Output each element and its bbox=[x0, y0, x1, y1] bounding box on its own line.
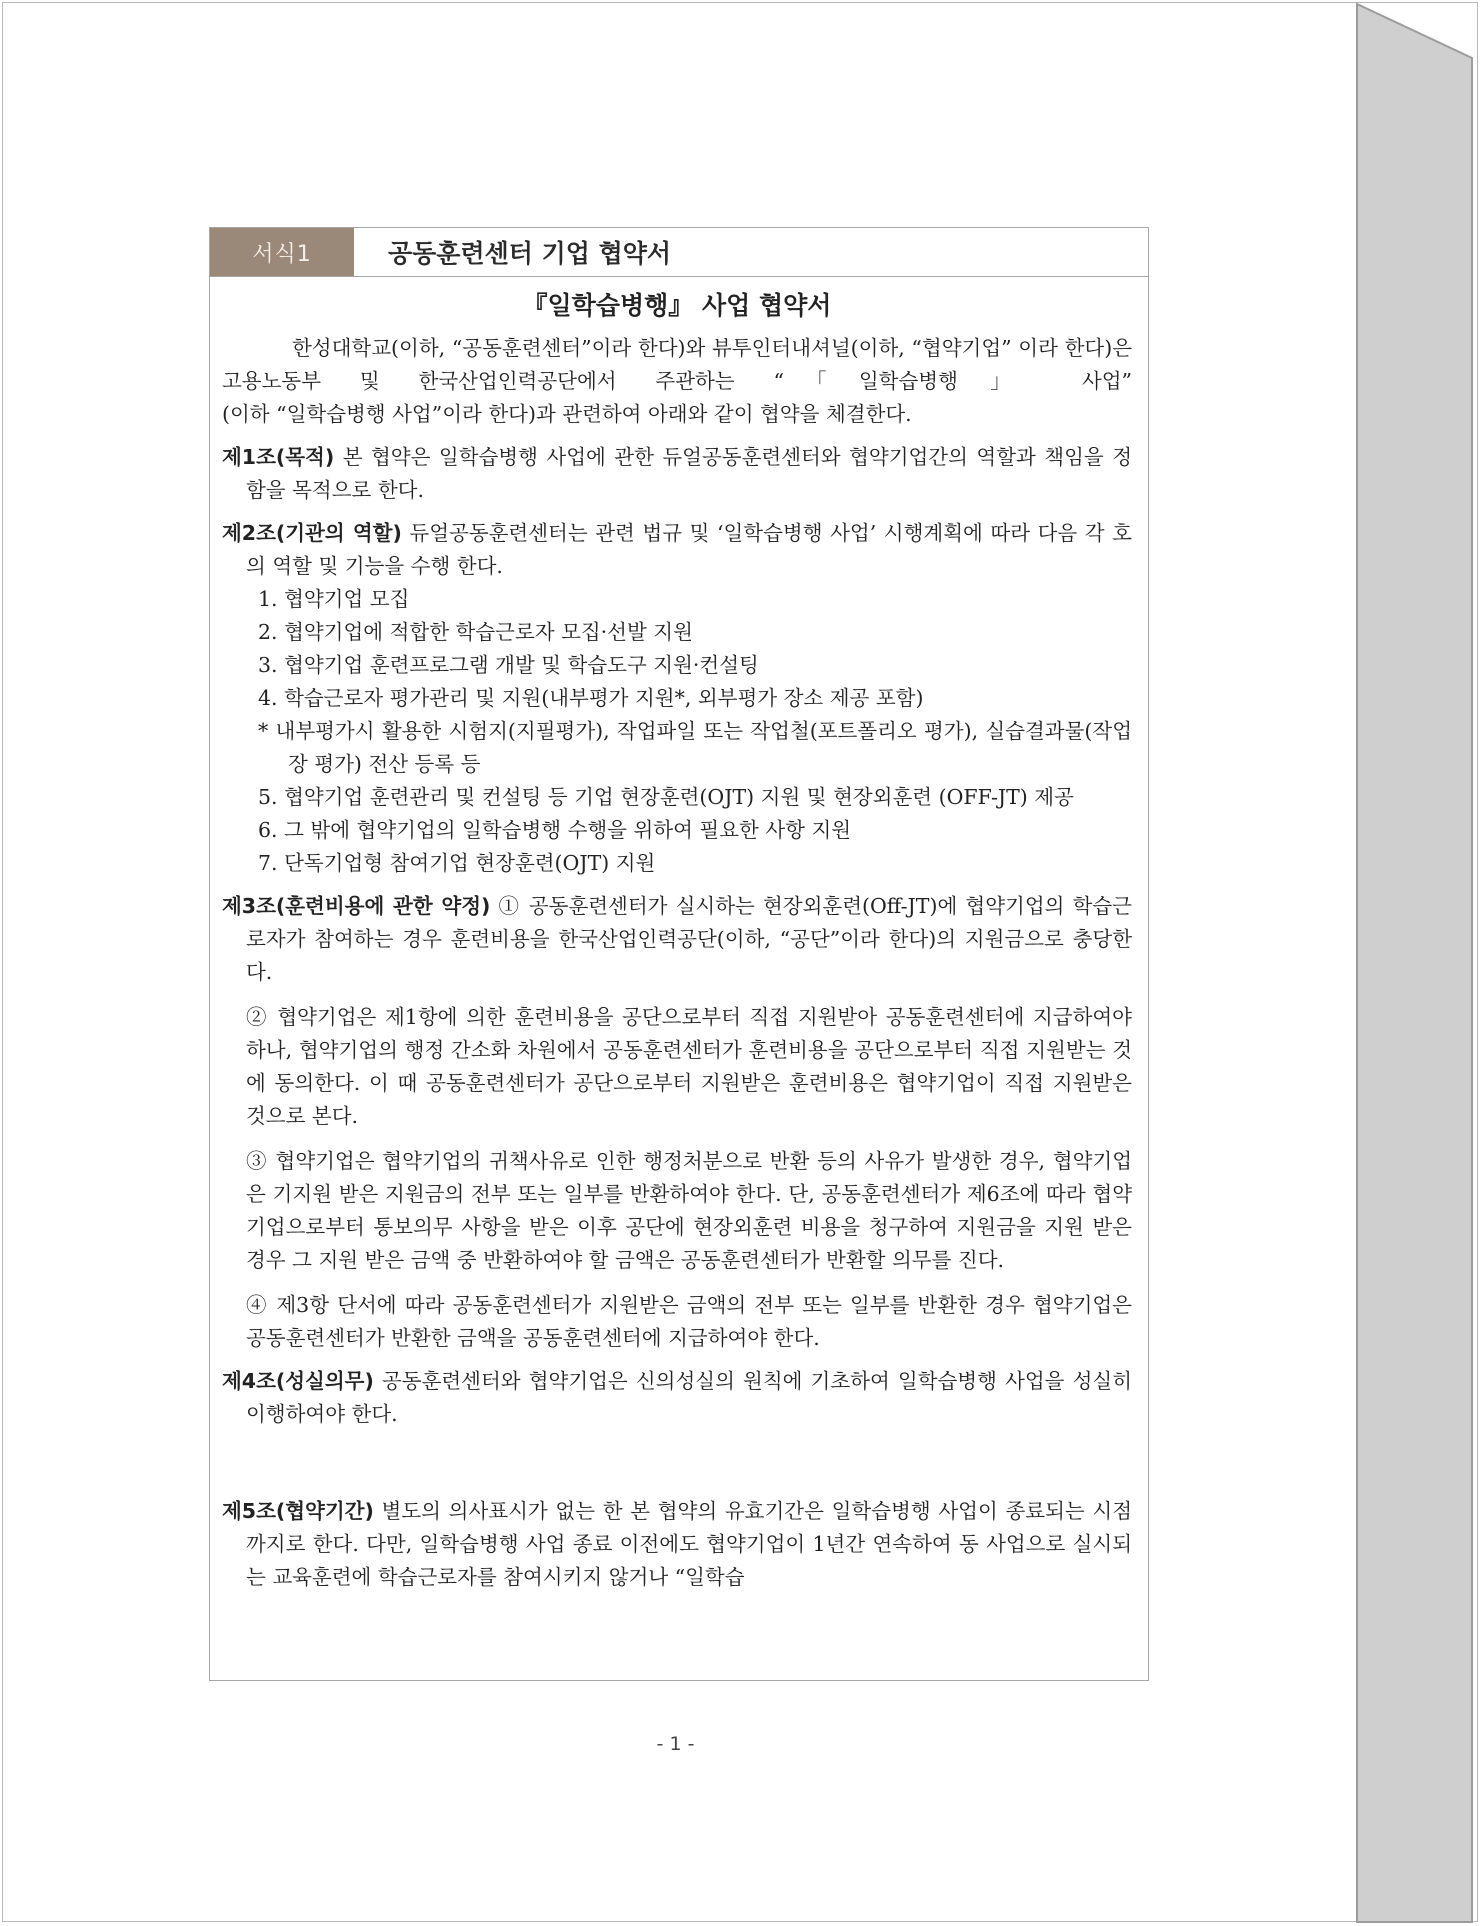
spacer bbox=[222, 1431, 1132, 1485]
article-5-text: 별도의 의사표시가 없는 한 본 협약의 유효기간은 일학습병행 사업이 종료되는 시점까지로 한다. 다만, 일학습병행 사업 종료 이전에도 협약기업이 1년간 연속하여 동 사업으로 실시되는 교육훈련에 학습근로자를 참여시키지 않거나 “일학습 bbox=[246, 1499, 1132, 1589]
list-item: 7. 단독기업형 참여기업 현장훈련(OJT) 지원 bbox=[258, 851, 656, 875]
article-3-heading: 제3조(훈련비용에 관한 약정) bbox=[222, 894, 491, 918]
article-3-paragraph-2: ② 협약기업은 제1항에 의한 훈련비용을 공단으로부터 직접 지원받아 공동훈련센터에 지급하여야 하나, 협약기업의 행정 간소화 차원에서 공동훈련센터가 훈련비용을 공단으로부터 직접 지원받는 것에 동의한다. 이 때 공동훈련센터가 공단으로부터 지원받은 훈련비용은 협약기업이 직접 지원받은 것으로 본다. bbox=[246, 1005, 1132, 1128]
article-2-text: 듀얼공동훈련센터는 관련 법규 및 ‘일학습병행 사업’ 시행계획에 따라 다음 각 호의 역할 및 기능을 수행 한다. bbox=[246, 521, 1132, 578]
article-5-heading: 제5조(협약기간) bbox=[222, 1499, 374, 1523]
list-item: 1. 협약기업 모집 bbox=[258, 587, 410, 611]
list-note: * 내부평가시 활용한 시험지(지필평가), 작업파일 또는 작업철(포트폴리오 평가), 실습결과물(작업장 평가) 전산 등록 등 bbox=[258, 719, 1132, 776]
form-title: 공동훈련센터 기업 협약서 bbox=[388, 239, 672, 268]
article-1-heading: 제1조(목적) bbox=[222, 445, 335, 469]
article-2-items bbox=[222, 583, 1132, 880]
article-4 bbox=[222, 1365, 1132, 1431]
article-3-text: ① 공동훈련센터가 실시하는 현장외훈련(Off-JT)에 협약기업의 학습근로자가 참여하는 경우 훈련비용을 한국산업인력공단(이하, “공단”이라 한다)의 지원금으로 충당한다. bbox=[246, 894, 1132, 984]
article-3 bbox=[222, 890, 1132, 989]
agreement-form bbox=[209, 227, 1149, 1681]
form-header bbox=[210, 228, 1148, 277]
article-5 bbox=[222, 1495, 1132, 1594]
list-item: 5. 협약기업 훈련관리 및 컨설팅 등 기업 현장훈련(OJT) 지원 및 현장외훈련 (OFF-JT) 제공 bbox=[258, 785, 1074, 809]
list-item: 4. 학습근로자 평가관리 및 지원(내부평가 지원*, 외부평가 장소 제공 포함) bbox=[258, 686, 924, 710]
article-3-paragraph-4: ④ 제3항 단서에 따라 공동훈련센터가 지원받은 금액의 전부 또는 일부를 반환한 경우 협약기업은 공동훈련센터가 반환한 금액을 공동훈련센터에 지급하여야 한다. bbox=[246, 1293, 1132, 1350]
document-title: 『일학습병행』 사업 협약서 bbox=[522, 291, 832, 320]
page-number: - 1 - bbox=[656, 1733, 695, 1755]
agreement-body bbox=[210, 289, 1148, 1594]
list-item: 2. 협약기업에 적합한 학습근로자 모집·선발 지원 bbox=[258, 620, 693, 644]
form-badge: 서식1 bbox=[210, 228, 354, 276]
intro-paragraph-end: (이하 “일학습병행 사업”이라 한다)과 관련하여 아래와 같이 협약을 체결한다. bbox=[222, 402, 912, 426]
intro-paragraph: 한성대학교(이하, “공동훈련센터”이라 한다)와 뷰투인터내셔널(이하, “협약기업” 이라 한다)은 고용노동부 및 한국산업인력공단에서 주관하는 “「일학습병행」 사업” bbox=[222, 336, 1132, 393]
article-4-heading: 제4조(성실의무) bbox=[222, 1369, 374, 1393]
article-1-text: 본 협약은 일학습병행 사업에 관한 듀얼공동훈련센터와 협약기업간의 역할과 책임을 정함을 목적으로 한다. bbox=[246, 445, 1132, 502]
article-3-paragraph-3: ③ 협약기업은 협약기업의 귀책사유로 인한 행정처분으로 반환 등의 사유가 발생한 경우, 협약기업은 기지원 받은 지원금의 전부 또는 일부를 반환하여야 한다. 단, 공동훈련센터가 제6조에 따라 협약기업으로부터 통보의무 사항을 받은 이후 공단에 현장외훈련 비용을 청구하여 지원금을 지원 받은 경우 그 지원 받은 금액 중 반환하여야 할 금액은 공동훈련센터가 반환할 의무를 진다. bbox=[246, 1149, 1132, 1272]
article-2 bbox=[222, 517, 1132, 583]
article-4-text: 공동훈련센터와 협약기업은 신의성실의 원칙에 기초하여 일학습병행 사업을 성실히 이행하여야 한다. bbox=[246, 1369, 1132, 1426]
article-2-heading: 제2조(기관의 역할) bbox=[222, 521, 402, 545]
article-1 bbox=[222, 441, 1132, 507]
list-item: 3. 협약기업 훈련프로그램 개발 및 학습도구 지원·컨설팅 bbox=[258, 653, 759, 677]
list-item: 6. 그 밖에 협약기업의 일학습병행 수행을 위하여 필요한 사항 지원 bbox=[258, 818, 852, 842]
